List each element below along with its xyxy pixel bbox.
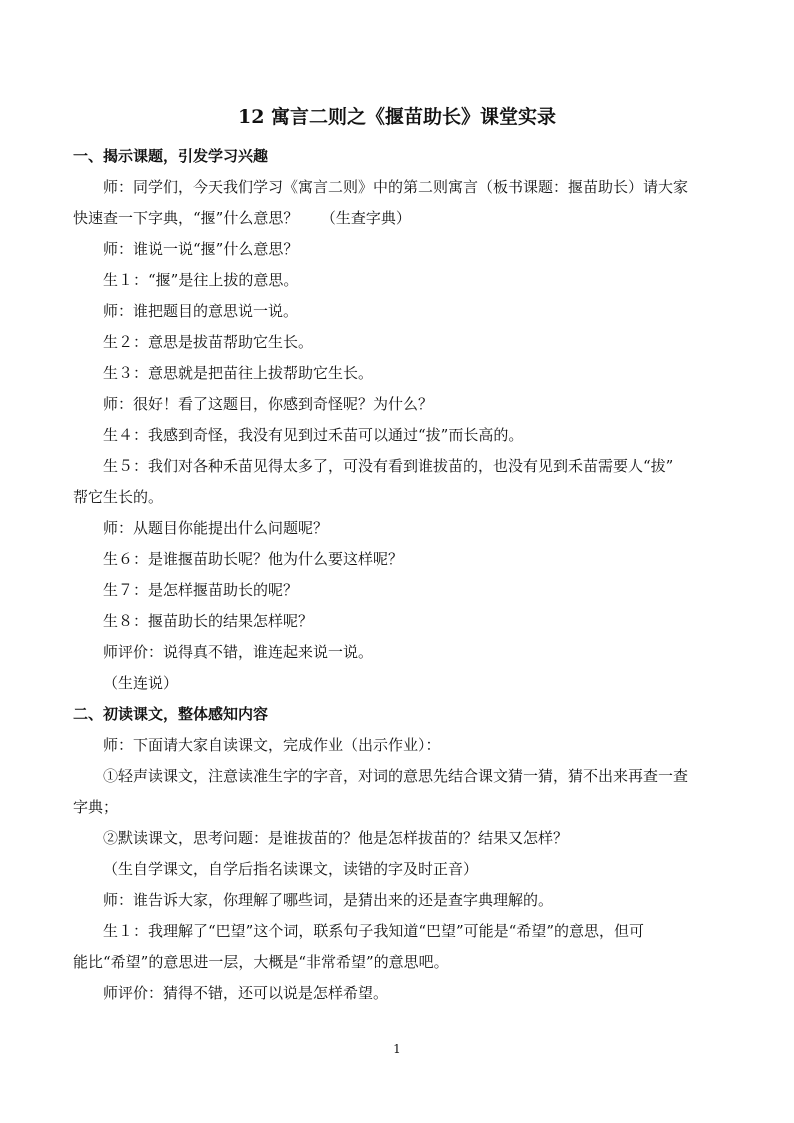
paragraph-line: ①轻声读课文，注意读准生字的字音，对词的意思先结合课文猜一猜，猜不出来再查一查 (103, 767, 689, 785)
paragraph-line: 师：从题目你能提出什么问题呢？ (103, 519, 329, 537)
paragraph-continuation-line: 字典； (73, 798, 119, 816)
paragraph-line: 师：谁告诉大家，你理解了哪些词，是猜出来的还是查字典理解的。 (103, 891, 554, 909)
paragraph-line: 生１：我理解了“巴望”这个词，联系句子我知道“巴望”可能是“希望”的意思，但可 (103, 922, 645, 940)
document-title: 12 寓言二则之《揠苗助长》课堂实录 (237, 106, 557, 128)
paragraph-line: ②默读课文，思考问题：是谁拔苗的？他是怎样拔苗的？结果又怎样？ (103, 829, 569, 847)
paragraph-line: 师评价：猜得不错，还可以说是怎样希望。 (103, 984, 389, 1002)
paragraph-line: 师：谁把题目的意思说一说。 (103, 302, 299, 320)
paragraph-line: 生３：意思就是把苗往上拔帮助它生长。 (103, 364, 374, 382)
paragraph-continuation-line: 快速查一下字典，“揠”什么意思？ （生查字典） (73, 209, 411, 227)
page-number: 1 (393, 1042, 401, 1056)
paragraph-line: （生连说） (103, 674, 179, 692)
section-heading: 二、初读课文，整体感知内容 (73, 705, 269, 723)
paragraph-line: 师评价：说得真不错，谁连起来说一说。 (103, 643, 374, 661)
paragraph-line: （生自学课文，自学后指名读课文，读错的字及时正音） (103, 860, 479, 878)
paragraph-line: 生２：意思是拔苗帮助它生长。 (103, 333, 314, 351)
section-heading: 一、揭示课题，引发学习兴趣 (73, 147, 269, 165)
paragraph-continuation-line: 能比“希望”的意思进一层，大概是“非常希望”的意思吧。 (73, 953, 449, 971)
paragraph-line: 生７：是怎样揠苗助长的呢？ (103, 581, 299, 599)
paragraph-line: 师：同学们，今天我们学习《寓言二则》中的第二则寓言（板书课题：揠苗助长）请大家 (103, 178, 689, 196)
paragraph-line: 生６：是谁揠苗助长呢？他为什么要这样呢？ (103, 550, 404, 568)
paragraph-line: 师：下面请大家自读课文，完成作业（出示作业）： (103, 736, 441, 754)
paragraph-line: 师：很好！看了这题目，你感到奇怪呢？为什么？ (103, 395, 434, 413)
paragraph-line: 生１：“揠”是往上拔的意思。 (103, 271, 299, 289)
paragraph-line: 师：谁说一说“揠”什么意思？ (103, 240, 299, 258)
paragraph-line: 生４：我感到奇怪，我没有见到过禾苗可以通过“拔”而长高的。 (103, 426, 524, 444)
paragraph-continuation-line: 帮它生长的。 (73, 488, 164, 506)
paragraph-line: 生５：我们对各种禾苗见得太多了，可没有看到谁拔苗的，也没有见到禾苗需要人“拔” (103, 457, 674, 475)
document-body (73, 141, 725, 1009)
paragraph-line: 生８：揠苗助长的结果怎样呢？ (103, 612, 314, 630)
